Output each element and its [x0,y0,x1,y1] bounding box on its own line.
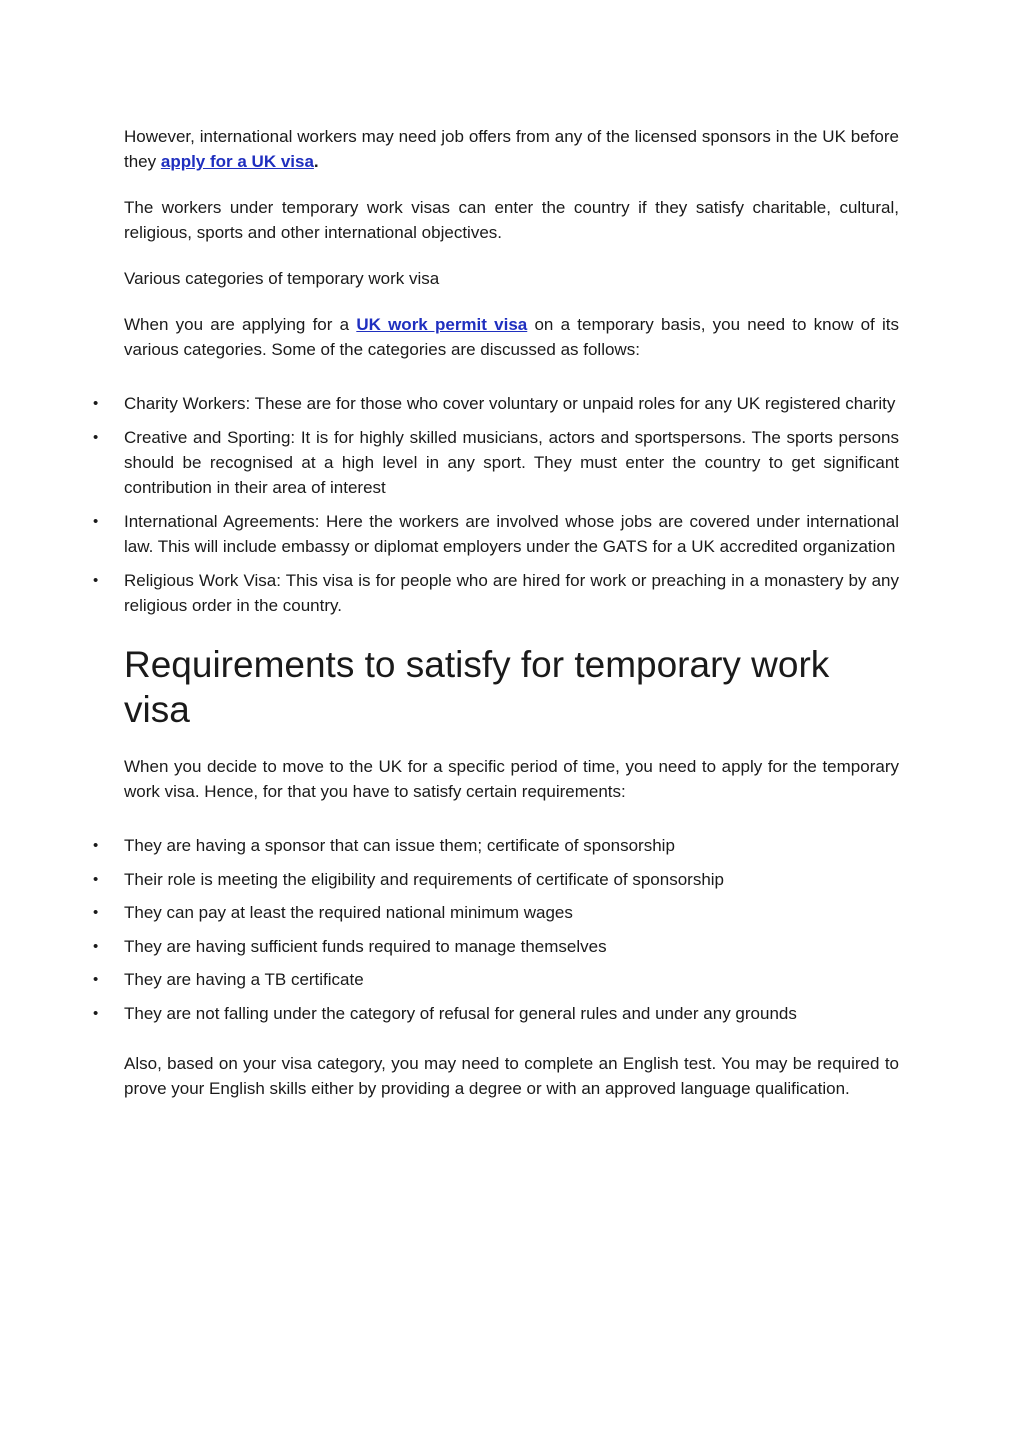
intro-paragraph-4-before: When you are applying for a [124,315,357,334]
list-item-text: They are having a sponsor that can issue them; certificate of sponsorship [124,836,675,855]
section-heading: Requirements to satisfy for temporary work visa [124,644,830,730]
apply-for-uk-visa-link[interactable]: apply for a UK visa [160,152,314,171]
list-item [93,568,899,618]
list-item [93,1001,899,1026]
intro-paragraph-1 [124,124,899,174]
intro-paragraph-2: The workers under temporary work visas can enter the country if they satisfy charitable, cultural, religious, sports and other international objectives. [124,198,899,242]
bullet-icon: • [93,971,99,988]
list-item [93,391,899,416]
bullet-icon: • [93,904,99,921]
list-item-text: International Agreements: Here the workers are involved whose jobs are covered under international law. This will include embassy or diplomat employers under the GATS for a UK accredited organization [124,512,899,556]
intro-paragraph-1-text: However, international workers may need job offers from any of the licensed sponsors in the UK before they [124,127,899,171]
bullet-icon: • [93,572,99,589]
list-item [93,900,899,925]
list-item-text: They are having a TB certificate [124,970,364,989]
closing-paragraph: Also, based on your visa category, you may need to complete an English test. You may be required to prove your English skills either by providing a degree or with an approved language qualification. [124,1053,899,1098]
list-item-text: They are having sufficient funds required to manage themselves [124,936,607,956]
list-item [93,425,899,500]
list-item-text: Religious Work Visa: This visa is for people who are hired for work or preaching in a monastery by any religious order in the country. [124,571,899,615]
categories-list [93,391,899,618]
list-item [93,867,899,892]
bullet-icon: • [93,937,99,955]
bullet-icon: • [93,513,99,530]
bullet-icon: • [93,395,99,412]
intro-paragraph-1-period: . [313,152,319,171]
requirements-list [93,833,899,1026]
list-item-text: They can pay at least the required national minimum wages [124,903,573,922]
document-page [93,124,899,1101]
list-item [93,509,899,559]
categories-subheading: Various categories of temporary work visa [124,269,440,288]
list-item-text: Their role is meeting the eligibility and requirements of certificate of sponsorship [124,869,725,889]
bullet-icon: • [93,429,99,446]
uk-work-permit-visa-link[interactable]: UK work permit visa [356,315,528,334]
intro-paragraph-4-after: on a temporary basis, you need to know of its various categories. Some of the categories are discussed as follows: [124,315,899,359]
list-item-text: They are not falling under the category of refusal for general rules and under any grounds [124,1003,797,1023]
list-item-text: Creative and Sporting: It is for highly skilled musicians, actors and sportspersons. The sports persons should be recognised at a high level in any sport. They must enter the country to get significant contribution in their area of interest [124,428,899,497]
list-item [93,967,899,992]
list-item [93,833,899,858]
intro-paragraph-4 [124,312,899,362]
bullet-icon: • [93,837,99,854]
bullet-icon: • [93,1004,99,1022]
bullet-icon: • [93,870,99,888]
list-item-text: Charity Workers: These are for those who cover voluntary or unpaid roles for any UK registered charity [124,394,896,413]
list-item [93,934,899,959]
section-intro-paragraph: When you decide to move to the UK for a specific period of time, you need to apply for the temporary work visa. Hence, for that you have to satisfy certain requirements: [124,757,899,801]
